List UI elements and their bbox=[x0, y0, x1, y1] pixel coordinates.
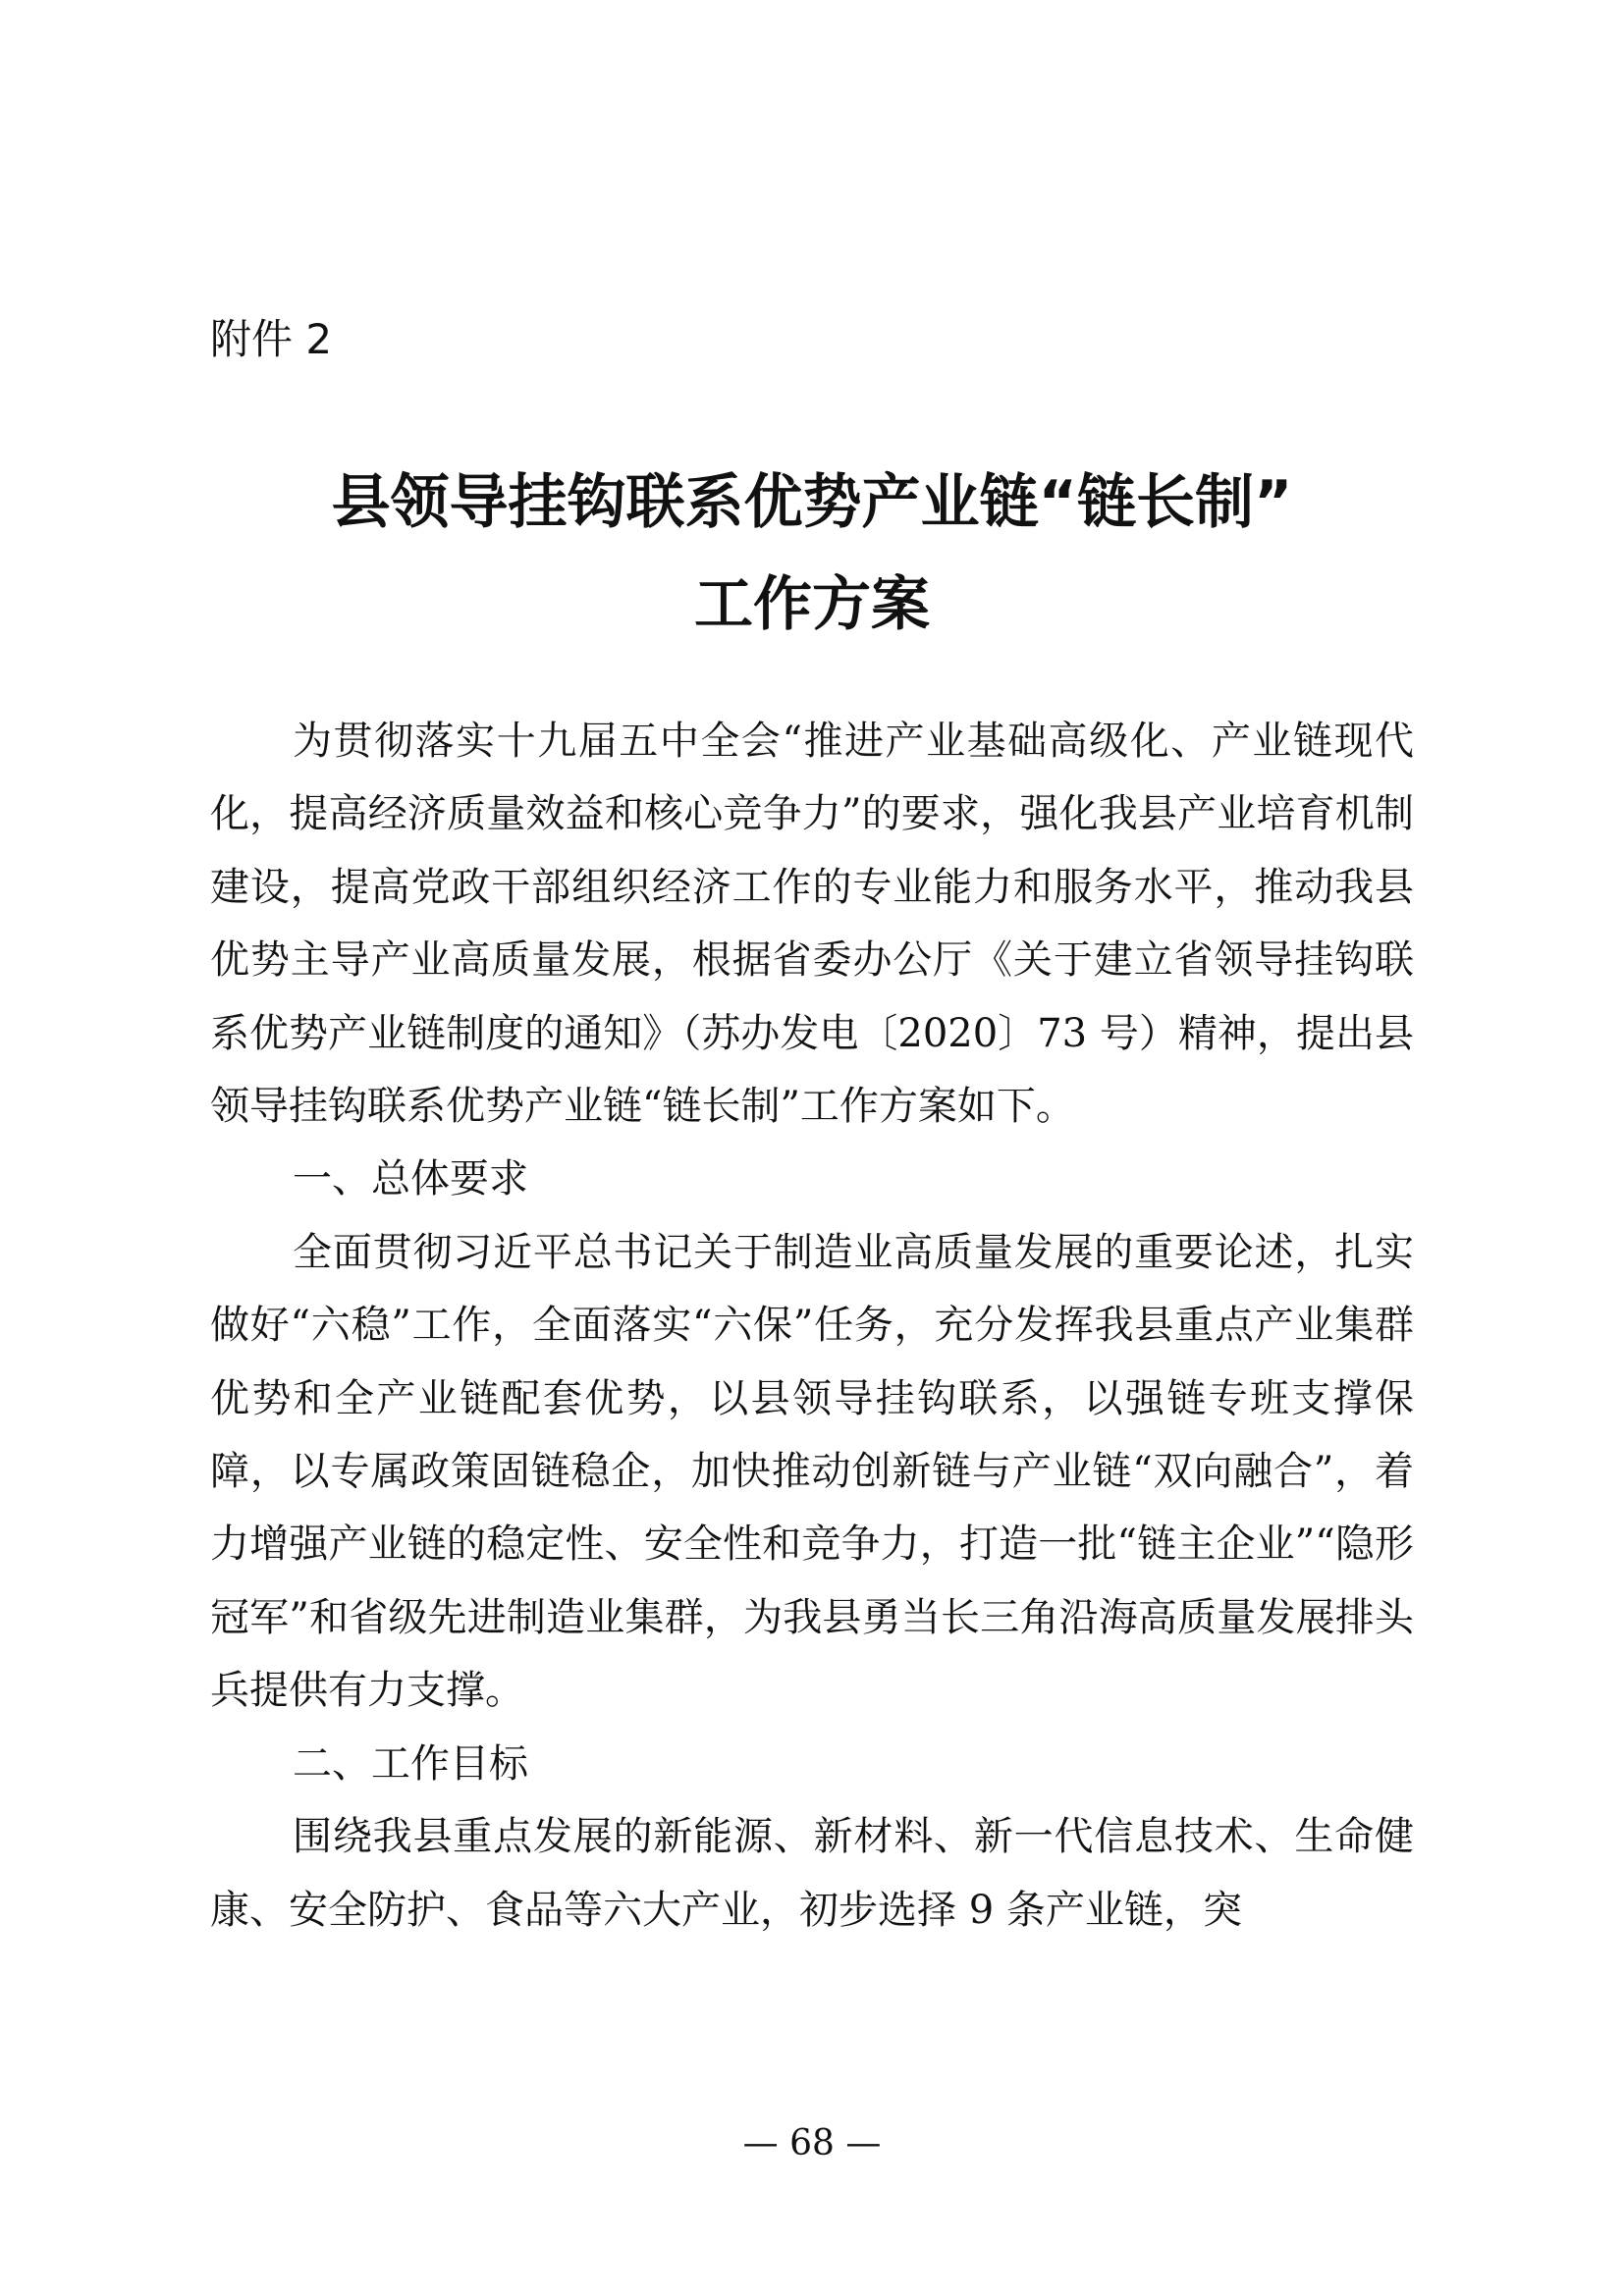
attachment-label: 附件 2 bbox=[210, 315, 333, 363]
document-title-line-2: 工作方案 bbox=[694, 570, 930, 639]
section-paragraph-general-requirements: 全面贯彻习近平总书记关于制造业高质量发展的重要论述，扎实做好“六稳”工作，全面落实“六保”任务，充分发挥我县重点产业集群优势和全产业链配套优势，以县领导挂钩联系，以强链专班支撑保障，以专属政策固链稳企，加快推动创新链与产业链“双向融合”，着力增强产业链的稳定性、安全性和竞争力，打造一批“链主企业”“隐形冠军”和省级先进制造业集群，为我县勇当长三角沿海高质量发展排头兵提供有力支撑。 bbox=[210, 1229, 1414, 1714]
page-number: — 68 — bbox=[742, 2123, 882, 2163]
section-paragraph-work-goals: 围绕我县重点发展的新能源、新材料、新一代信息技术、生命健康、安全防护、食品等六大产业，初步选择 9 条产业链，突 bbox=[210, 1814, 1414, 1933]
document-title bbox=[177, 452, 1447, 656]
document-title-line-1: 县领导挂钩联系优势产业链“链长制” bbox=[331, 468, 1293, 537]
section-heading-general-requirements: 一、总体要求 bbox=[293, 1156, 528, 1202]
document-body bbox=[210, 705, 1414, 1947]
intro-paragraph: 为贯彻落实十九届五中全会“推进产业基础高级化、产业链现代化，提高经济质量效益和核心竞争力”的要求，强化我县产业培育机制建设，提高党政干部组织经济工作的专业能力和服务水平，推动我县优势主导产业高质量发展，根据省委办公厅《关于建立省领导挂钩联系优势产业链制度的通知》（苏办发电〔2020〕73 号）精神，提出县领导挂钩联系优势产业链“链长制”工作方案如下。 bbox=[210, 719, 1414, 1130]
section-heading-work-goals: 二、工作目标 bbox=[293, 1740, 528, 1787]
